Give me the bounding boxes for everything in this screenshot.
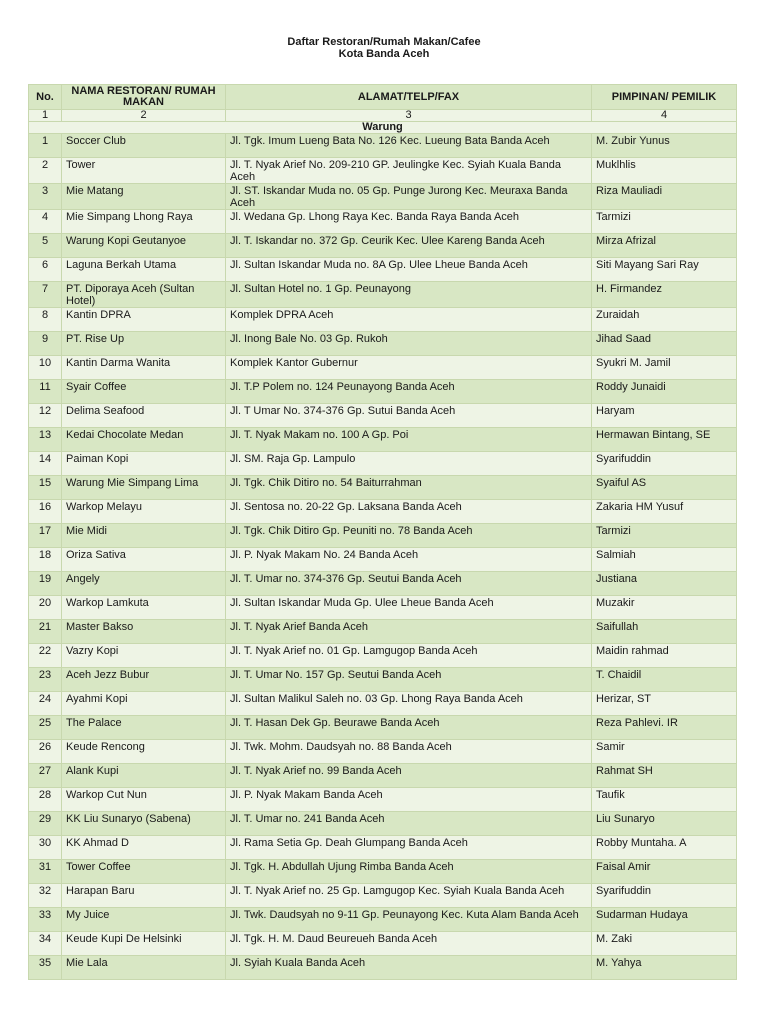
cell-address: Jl. Twk. Daudsyah no 9-11 Gp. Peunayong Kec. Kuta Alam Banda Aceh: [226, 908, 592, 932]
cell-address: Jl. Tgk. Imum Lueng Bata No. 126 Kec. Lueung Bata Banda Aceh: [226, 134, 592, 158]
cell-name: Master Bakso: [62, 620, 226, 644]
column-number: 2: [62, 110, 226, 122]
table-row: [29, 812, 737, 836]
cell-address: Jl. T. Nyak Arief Banda Aceh: [226, 620, 592, 644]
cell-no: 15: [29, 476, 62, 500]
cell-no: 29: [29, 812, 62, 836]
column-number: 3: [226, 110, 592, 122]
cell-address: Jl. Rama Setia Gp. Deah Glumpang Banda Aceh: [226, 836, 592, 860]
cell-address: Jl. Sultan Malikul Saleh no. 03 Gp. Lhong Raya Banda Aceh: [226, 692, 592, 716]
cell-name: Soccer Club: [62, 134, 226, 158]
cell-owner: Salmiah: [592, 548, 737, 572]
cell-address: Jl. Inong Bale No. 03 Gp. Rukoh: [226, 332, 592, 356]
cell-no: 7: [29, 282, 62, 308]
cell-owner: Herizar, ST: [592, 692, 737, 716]
cell-owner: Samir: [592, 740, 737, 764]
cell-address: Jl. T. Umar no. 374-376 Gp. Seutui Banda Aceh: [226, 572, 592, 596]
cell-no: 18: [29, 548, 62, 572]
table-row: [29, 548, 737, 572]
cell-name: Mie Simpang Lhong Raya: [62, 210, 226, 234]
table-row: [29, 158, 737, 184]
table-row: [29, 932, 737, 956]
column-header-address: ALAMAT/TELP/FAX: [226, 85, 592, 110]
table-row: [29, 134, 737, 158]
cell-address: Jl. T Umar No. 374-376 Gp. Sutui Banda Aceh: [226, 404, 592, 428]
cell-address: Jl. Twk. Mohm. Daudsyah no. 88 Banda Aceh: [226, 740, 592, 764]
cell-owner: Sudarman Hudaya: [592, 908, 737, 932]
cell-no: 10: [29, 356, 62, 380]
cell-owner: Zakaria HM Yusuf: [592, 500, 737, 524]
table-row: [29, 788, 737, 812]
cell-owner: Jihad Saad: [592, 332, 737, 356]
cell-name: Harapan Baru: [62, 884, 226, 908]
cell-no: 35: [29, 956, 62, 980]
cell-owner: Mirza Afrizal: [592, 234, 737, 258]
cell-name: Warkop Melayu: [62, 500, 226, 524]
table-row: [29, 572, 737, 596]
cell-address: Jl. ST. Iskandar Muda no. 05 Gp. Punge Jurong Kec. Meuraxa Banda Aceh: [226, 184, 592, 210]
table-row: [29, 884, 737, 908]
cell-address: Jl. T. Hasan Dek Gp. Beurawe Banda Aceh: [226, 716, 592, 740]
cell-owner: Taufik: [592, 788, 737, 812]
column-header-no: No.: [29, 85, 62, 110]
cell-address: Jl. Sentosa no. 20-22 Gp. Laksana Banda Aceh: [226, 500, 592, 524]
cell-name: KK Ahmad D: [62, 836, 226, 860]
cell-no: 17: [29, 524, 62, 548]
table-row: [29, 500, 737, 524]
column-number-row: [29, 110, 737, 122]
cell-no: 13: [29, 428, 62, 452]
cell-no: 3: [29, 184, 62, 210]
column-header-name: NAMA RESTORAN/ RUMAH MAKAN: [62, 85, 226, 110]
cell-address: Jl. T. Nyak Arief No. 209-210 GP. Jeulingke Kec. Syiah Kuala Banda Aceh: [226, 158, 592, 184]
table-row: [29, 836, 737, 860]
cell-owner: Rahmat SH: [592, 764, 737, 788]
cell-owner: Faisal Amir: [592, 860, 737, 884]
cell-owner: Syaiful AS: [592, 476, 737, 500]
table-row: [29, 404, 737, 428]
table-row: [29, 356, 737, 380]
cell-name: Warkop Cut Nun: [62, 788, 226, 812]
cell-name: Keude Rencong: [62, 740, 226, 764]
cell-address: Jl. Syiah Kuala Banda Aceh: [226, 956, 592, 980]
cell-owner: Saifullah: [592, 620, 737, 644]
cell-owner: Syukri M. Jamil: [592, 356, 737, 380]
cell-name: Alank Kupi: [62, 764, 226, 788]
table-row: [29, 860, 737, 884]
cell-no: 34: [29, 932, 62, 956]
cell-address: Jl. T. Nyak Arief no. 99 Banda Aceh: [226, 764, 592, 788]
cell-owner: Maidin rahmad: [592, 644, 737, 668]
cell-no: 26: [29, 740, 62, 764]
cell-no: 32: [29, 884, 62, 908]
cell-name: Paiman Kopi: [62, 452, 226, 476]
cell-address: Jl. T. Nyak Arief no. 01 Gp. Lamgugop Banda Aceh: [226, 644, 592, 668]
cell-owner: Tarmizi: [592, 210, 737, 234]
cell-address: Jl. Wedana Gp. Lhong Raya Kec. Banda Raya Banda Aceh: [226, 210, 592, 234]
cell-name: Aceh Jezz Bubur: [62, 668, 226, 692]
cell-address: Jl. P. Nyak Makam Banda Aceh: [226, 788, 592, 812]
cell-name: The Palace: [62, 716, 226, 740]
cell-no: 31: [29, 860, 62, 884]
table-row: [29, 668, 737, 692]
section-label: Warung: [29, 122, 737, 134]
cell-owner: Liu Sunaryo: [592, 812, 737, 836]
cell-owner: Tarmizi: [592, 524, 737, 548]
cell-no: 21: [29, 620, 62, 644]
table-row: [29, 620, 737, 644]
cell-no: 30: [29, 836, 62, 860]
cell-address: Komplek Kantor Gubernur: [226, 356, 592, 380]
cell-no: 23: [29, 668, 62, 692]
cell-owner: M. Zaki: [592, 932, 737, 956]
table-row: [29, 380, 737, 404]
cell-name: Delima Seafood: [62, 404, 226, 428]
cell-name: Mie Lala: [62, 956, 226, 980]
cell-name: Tower Coffee: [62, 860, 226, 884]
cell-owner: Roddy Junaidi: [592, 380, 737, 404]
cell-name: Syair Coffee: [62, 380, 226, 404]
cell-owner: Robby Muntaha. A: [592, 836, 737, 860]
cell-name: Warung Kopi Geutanyoe: [62, 234, 226, 258]
cell-owner: Syarifuddin: [592, 884, 737, 908]
cell-no: 22: [29, 644, 62, 668]
cell-name: Laguna Berkah Utama: [62, 258, 226, 282]
table-row: [29, 596, 737, 620]
table-row: [29, 282, 737, 308]
table-row: [29, 692, 737, 716]
section-row: [29, 122, 737, 134]
cell-no: 9: [29, 332, 62, 356]
table-row: [29, 716, 737, 740]
cell-no: 25: [29, 716, 62, 740]
cell-owner: M. Zubir Yunus: [592, 134, 737, 158]
page-subtitle: Kota Banda Aceh: [338, 48, 430, 60]
cell-no: 20: [29, 596, 62, 620]
column-header-owner: PIMPINAN/ PEMILIK: [592, 85, 737, 110]
cell-name: Kantin Darma Wanita: [62, 356, 226, 380]
header-row: [29, 85, 737, 110]
cell-owner: Muklhlis: [592, 158, 737, 184]
table-row: [29, 644, 737, 668]
cell-address: Jl. T. Umar No. 157 Gp. Seutui Banda Aceh: [226, 668, 592, 692]
cell-name: Vazry Kopi: [62, 644, 226, 668]
table-row: [29, 956, 737, 980]
table-row: [29, 258, 737, 282]
column-number: 4: [592, 110, 737, 122]
cell-owner: Justiana: [592, 572, 737, 596]
table-row: [29, 332, 737, 356]
cell-owner: Syarifuddin: [592, 452, 737, 476]
cell-address: Jl. T. Umar no. 241 Banda Aceh: [226, 812, 592, 836]
table-row: [29, 908, 737, 932]
restaurant-table: [28, 84, 737, 980]
cell-no: 4: [29, 210, 62, 234]
cell-no: 19: [29, 572, 62, 596]
cell-no: 8: [29, 308, 62, 332]
cell-owner: Riza Mauliadi: [592, 184, 737, 210]
cell-name: Kedai Chocolate Medan: [62, 428, 226, 452]
cell-name: Mie Midi: [62, 524, 226, 548]
cell-name: Kantin DPRA: [62, 308, 226, 332]
table-row: [29, 764, 737, 788]
table-row: [29, 740, 737, 764]
cell-address: Jl. Tgk. H. M. Daud Beureueh Banda Aceh: [226, 932, 592, 956]
cell-name: Mie Matang: [62, 184, 226, 210]
table-row: [29, 428, 737, 452]
cell-address: Komplek DPRA Aceh: [226, 308, 592, 332]
cell-name: My Juice: [62, 908, 226, 932]
table-row: [29, 452, 737, 476]
page-title: Daftar Restoran/Rumah Makan/Cafee: [287, 36, 481, 48]
cell-owner: H. Firmandez: [592, 282, 737, 308]
cell-owner: Siti Mayang Sari Ray: [592, 258, 737, 282]
cell-name: Warung Mie Simpang Lima: [62, 476, 226, 500]
cell-address: Jl. Sultan Hotel no. 1 Gp. Peunayong: [226, 282, 592, 308]
cell-no: 11: [29, 380, 62, 404]
cell-address: Jl. SM. Raja Gp. Lampulo: [226, 452, 592, 476]
cell-address: Jl. Tgk. Chik Ditiro no. 54 Baiturrahman: [226, 476, 592, 500]
cell-no: 2: [29, 158, 62, 184]
cell-name: Angely: [62, 572, 226, 596]
cell-name: Warkop Lamkuta: [62, 596, 226, 620]
table-row: [29, 476, 737, 500]
cell-no: 6: [29, 258, 62, 282]
cell-owner: Muzakir: [592, 596, 737, 620]
cell-owner: Zuraidah: [592, 308, 737, 332]
table-row: [29, 308, 737, 332]
table-row: [29, 184, 737, 210]
cell-no: 12: [29, 404, 62, 428]
cell-no: 33: [29, 908, 62, 932]
table-row: [29, 210, 737, 234]
cell-no: 5: [29, 234, 62, 258]
cell-no: 27: [29, 764, 62, 788]
cell-owner: Haryam: [592, 404, 737, 428]
cell-address: Jl. T. Nyak Makam no. 100 A Gp. Poi: [226, 428, 592, 452]
cell-name: Tower: [62, 158, 226, 184]
cell-name: Ayahmi Kopi: [62, 692, 226, 716]
cell-name: PT. Rise Up: [62, 332, 226, 356]
cell-owner: T. Chaidil: [592, 668, 737, 692]
cell-address: Jl. Sultan Iskandar Muda no. 8A Gp. Ulee Lheue Banda Aceh: [226, 258, 592, 282]
cell-address: Jl. T. Nyak Arief no. 25 Gp. Lamgugop Kec. Syiah Kuala Banda Aceh: [226, 884, 592, 908]
cell-no: 14: [29, 452, 62, 476]
cell-name: KK Liu Sunaryo (Sabena): [62, 812, 226, 836]
cell-address: Jl. Sultan Iskandar Muda Gp. Ulee Lheue Banda Aceh: [226, 596, 592, 620]
cell-address: Jl. Tgk. Chik Ditiro Gp. Peuniti no. 78 Banda Aceh: [226, 524, 592, 548]
cell-no: 16: [29, 500, 62, 524]
cell-name: Oriza Sativa: [62, 548, 226, 572]
cell-owner: M. Yahya: [592, 956, 737, 980]
cell-name: Keude Kupi De Helsinki: [62, 932, 226, 956]
cell-address: Jl. T. Iskandar no. 372 Gp. Ceurik Kec. Ulee Kareng Banda Aceh: [226, 234, 592, 258]
table-row: [29, 524, 737, 548]
cell-address: Jl. T.P Polem no. 124 Peunayong Banda Aceh: [226, 380, 592, 404]
cell-owner: Reza Pahlevi. IR: [592, 716, 737, 740]
cell-owner: Hermawan Bintang, SE: [592, 428, 737, 452]
cell-no: 28: [29, 788, 62, 812]
cell-name: PT. Diporaya Aceh (Sultan Hotel): [62, 282, 226, 308]
cell-no: 24: [29, 692, 62, 716]
cell-address: Jl. P. Nyak Makam No. 24 Banda Aceh: [226, 548, 592, 572]
table-row: [29, 234, 737, 258]
cell-address: Jl. Tgk. H. Abdullah Ujung Rimba Banda Aceh: [226, 860, 592, 884]
cell-no: 1: [29, 134, 62, 158]
column-number: 1: [29, 110, 62, 122]
